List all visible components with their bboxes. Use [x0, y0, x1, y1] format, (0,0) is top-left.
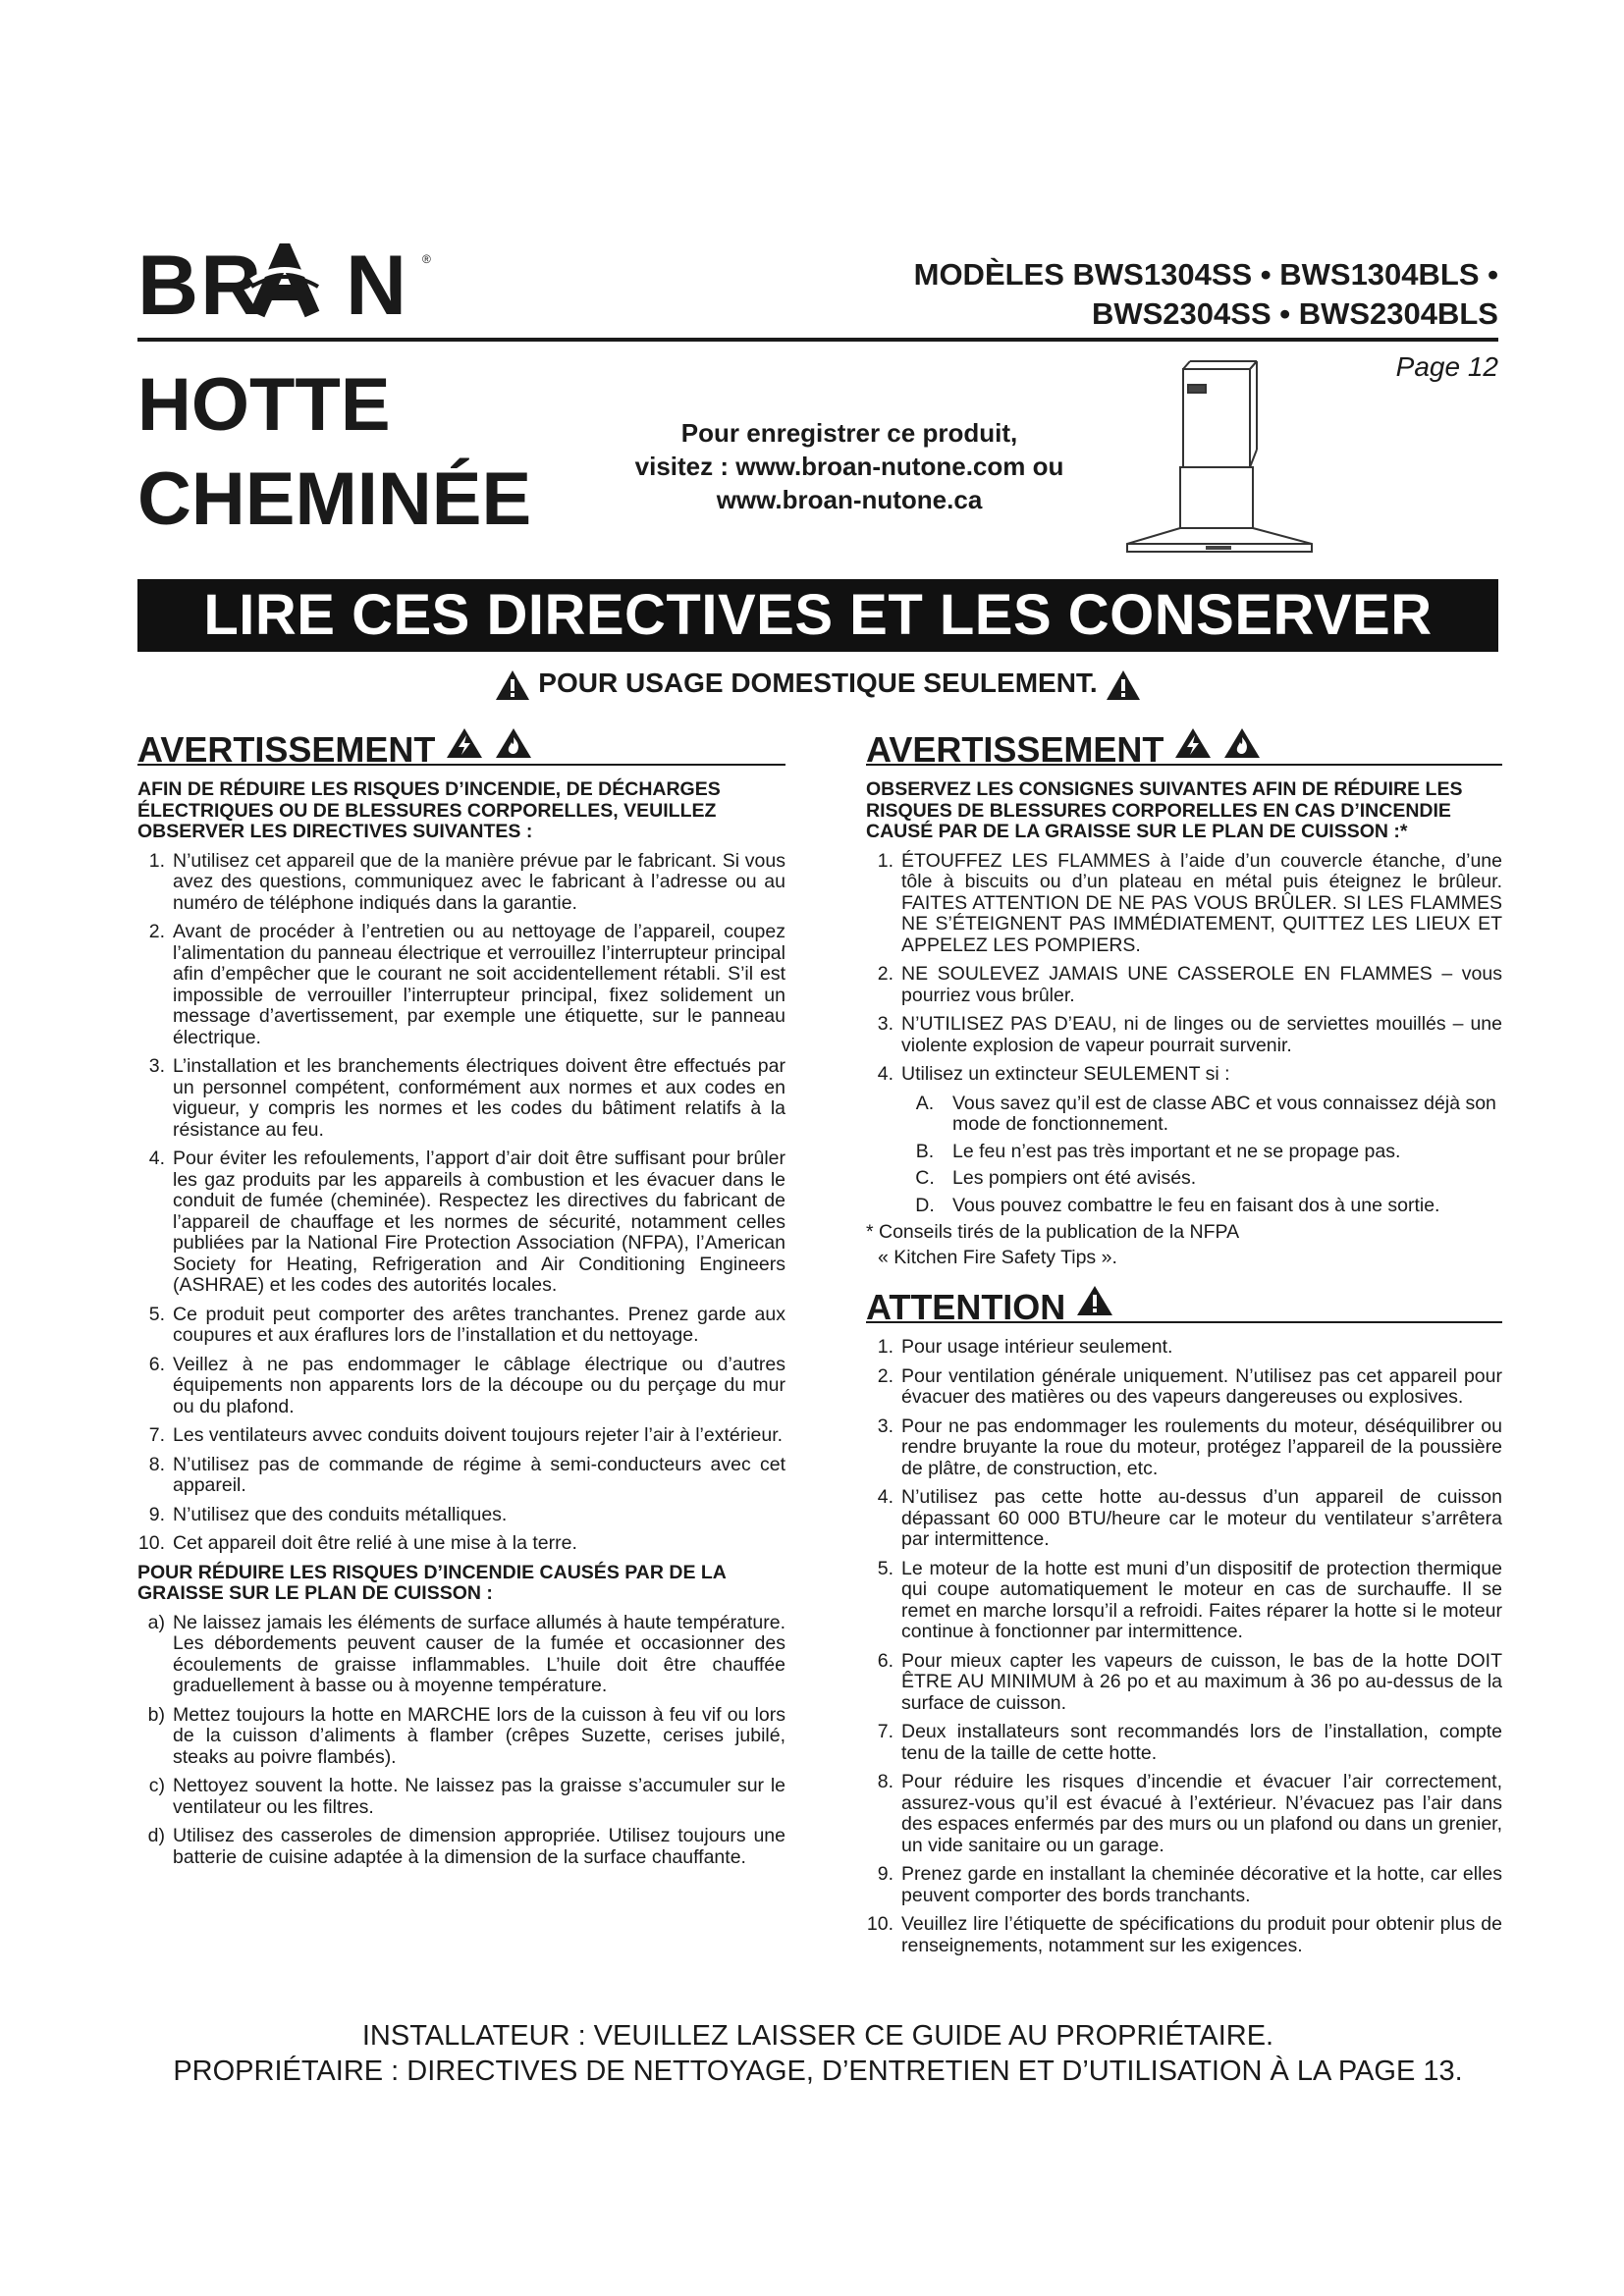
item-number: 9.	[148, 1503, 165, 1525]
list-item	[866, 1559, 1502, 1643]
item-text: Vous savez qu’il est de classe ABC et vous connaissez déjà son mode de fonctionnement.	[952, 1092, 1496, 1135]
header-rule	[137, 338, 1498, 342]
item-number: 7.	[148, 1424, 165, 1446]
left-safety-list	[137, 851, 785, 1555]
item-text: Deux installateurs sont recommandés lors de l’installation, compte tenu de la taille de cette hotte.	[901, 1721, 1502, 1764]
item-letter: D.	[915, 1194, 935, 1216]
item-number: 6.	[148, 1353, 165, 1375]
list-item	[137, 1355, 785, 1418]
item-letter: b)	[147, 1703, 165, 1726]
item-letter: c)	[148, 1775, 165, 1796]
models-line-1: MODÈLES BWS1304SS • BWS1304BLS •	[913, 257, 1498, 292]
footer-notice	[137, 2018, 1498, 2089]
list-item	[137, 1533, 785, 1555]
item-text: Ne laissez jamais les éléments de surface allumés à haute température. Les débordements peuvent causer de la fumée et occasionner des écoulements de graisse inflammables. L’huile doit être chauffée graduellement à basse ou à moyenne température.	[173, 1611, 785, 1696]
electric-shock-warning-icon	[1173, 726, 1213, 760]
item-number: 1.	[877, 1336, 893, 1358]
sub-item	[905, 1142, 1502, 1163]
item-text: Pour réduire les risques d’incendie et évacuer l’air correctement, assurez-vous qu’il est évacué à l’extérieur. N’évacuez pas l’air dans des espaces enfermés par des murs ou un plafond ou dans un grenier, un vide sanitaire ou un garage.	[901, 1771, 1502, 1856]
title-line-1: HOTTE	[137, 363, 391, 447]
item-number: 1.	[148, 849, 165, 872]
list-item	[866, 964, 1502, 1006]
left-heading-text: AVERTISSEMENT	[137, 728, 436, 770]
list-item	[137, 1056, 785, 1141]
list-item	[866, 1064, 1502, 1086]
list-item	[866, 1722, 1502, 1764]
list-item	[866, 1416, 1502, 1480]
item-text: Utilisez un extincteur SEULEMENT si :	[901, 1063, 1230, 1085]
item-text: Utilisez des casseroles de dimension appropriée. Utilisez toujours une batterie de cuisine adaptée à la dimension de la surface chauffante.	[173, 1825, 785, 1868]
item-text: N’utilisez pas de commande de régime à semi-conducteurs avec cet appareil.	[173, 1453, 785, 1496]
item-number: 10.	[137, 1532, 165, 1554]
registration-note	[619, 416, 1080, 516]
fire-warning-icon	[494, 726, 533, 760]
list-item	[866, 851, 1502, 957]
warning-icon	[1075, 1284, 1114, 1317]
item-number: 3.	[877, 1013, 893, 1035]
item-text: Nettoyez souvent la hotte. Ne laissez pas la graisse s’accumuler sur le ventilateur ou les filtres.	[173, 1775, 785, 1818]
item-number: 6.	[877, 1649, 893, 1672]
item-text: Pour usage intérieur seulement.	[901, 1336, 1173, 1358]
left-intro: AFIN DE RÉDUIRE LES RISQUES D’INCENDIE, DE DÉCHARGES ÉLECTRIQUES OU DE BLESSURES CORPORELLES, VEUILLEZ OBSERVER LES DIRECTIVES SUIVANTES :	[137, 778, 721, 842]
sub-item	[905, 1094, 1502, 1136]
footer-owner-line: PROPRIÉTAIRE : DIRECTIVES DE NETTOYAGE, D’ENTRETIEN ET D’UTILISATION À LA PAGE 13.	[173, 2056, 1463, 2087]
list-item	[866, 1772, 1502, 1856]
item-text: Les ventilateurs avvec conduits doivent toujours rejeter l’air à l’extérieur.	[173, 1424, 784, 1446]
item-text: Ce produit peut comporter des arêtes tranchantes. Prenez garde aux coupures et aux éraflures lors de l’installation et du nettoyage.	[173, 1303, 785, 1346]
item-letter: a)	[147, 1611, 165, 1633]
list-item	[137, 1455, 785, 1497]
item-number: 2.	[877, 1364, 893, 1387]
item-text: N’utilisez cet appareil que de la manière prévue par le fabricant. Si vous avez des questions, communiquez avec le fabricant à l’adresse ou au numéro de téléphone indiqués dans la garantie.	[173, 849, 785, 914]
attention-list	[866, 1337, 1502, 1956]
item-text: Cet appareil doit être relié à une mise à la terre.	[173, 1532, 577, 1554]
item-number: 2.	[877, 963, 893, 985]
register-line-1: Pour enregistrer ce produit,	[680, 418, 1018, 448]
footer-installer-line: INSTALLATEUR : VEUILLEZ LAISSER CE GUIDE AU PROPRIÉTAIRE.	[361, 2020, 1274, 2052]
item-number: 5.	[877, 1557, 893, 1579]
list-item	[866, 1366, 1502, 1409]
list-item	[137, 851, 785, 915]
right-warning-heading	[866, 726, 1502, 770]
left-warning-heading	[137, 726, 785, 770]
item-number: 8.	[877, 1771, 893, 1792]
right-heading-text: AVERTISSEMENT	[866, 728, 1164, 770]
right-column	[866, 726, 1502, 1964]
list-item	[137, 1305, 785, 1347]
item-text: L’installation et les branchements électriques doivent être effectués par un personnel compétent, conformément aux normes et aux codes en vigueur, y compris les normes et les codes du bâtiment relatifs à la résistance au feu.	[173, 1055, 785, 1141]
item-text: Les pompiers ont été avisés.	[952, 1167, 1197, 1189]
list-item	[137, 1776, 785, 1818]
list-item	[137, 922, 785, 1048]
item-number: 8.	[148, 1453, 165, 1475]
item-text: Pour éviter les refoulements, l’apport d’air doit être suffisant pour brûler les gaz produits par les appareils à combustion et les évacuer dans le conduit de fumée (cheminée). Respectez les directives du fabricant de l’appareil de chauffage et les normes de sécurité, notamment celles publiées par la National Fire Protection Association (NFPA), l’American Society for Heating, Refrigeration and Air Conditioning Engineers (ASHRAE) et les codes des autorités locales.	[173, 1148, 785, 1296]
domestic-use-notice	[137, 667, 1498, 702]
list-item	[866, 1337, 1502, 1359]
list-item	[137, 1505, 785, 1526]
item-text: N’utilisez pas cette hotte au-dessus d’un appareil de cuisson dépassant 60 000 BTU/heure car le moteur du ventilateur s’arrêtera par intermittence.	[901, 1486, 1502, 1550]
item-text: Veillez à ne pas endommager le câblage électrique ou d’autres équipements non apparents lors de la découpe ou du perçage du mur ou du plafond.	[173, 1353, 785, 1417]
item-text: N’UTILISEZ PAS D’EAU, ni de linges ou de serviettes mouillés – une violente explosion de vapeur pourrait survenir.	[901, 1013, 1502, 1056]
warning-icon	[494, 668, 531, 702]
list-item	[866, 1914, 1502, 1956]
document-title	[137, 358, 531, 547]
attention-heading-text: ATTENTION	[866, 1286, 1066, 1327]
nfpa-note-title: « Kitchen Fire Safety Tips ».	[878, 1246, 1117, 1268]
item-text: Pour mieux capter les vapeurs de cuisson, le bas de la hotte DOIT ÊTRE AU MINIMUM à 26 po et au maximum à 36 po au-dessus de la surface de cuisson.	[901, 1649, 1502, 1714]
warning-icon	[1105, 668, 1142, 702]
read-save-banner: LIRE CES DIRECTIVES ET LES CONSERVER	[137, 579, 1498, 652]
item-text: Pour ventilation générale uniquement. N’utilisez pas cet appareil pour évacuer des matières ou des vapeurs dangereuses ou explosives.	[901, 1364, 1502, 1408]
item-text: Mettez toujours la hotte en MARCHE lors de la cuisson à feu vif ou lors de la cuisson d’aliments à flamber (crêpes Suzette, cerises jubilé, steaks au poivre flambés).	[173, 1703, 785, 1768]
item-number: 9.	[877, 1863, 893, 1885]
sub-item	[905, 1168, 1502, 1190]
sub-item	[905, 1196, 1502, 1217]
item-text: Pour ne pas endommager les roulements du moteur, déséquilibrer ou rendre bruyante la roue du moteur, protégez l’appareil de la poussière de plâtre, de construction, etc.	[901, 1415, 1502, 1479]
item-text: Le moteur de la hotte est muni d’un dispositif de protection thermique qui coupe automatiquement le moteur en cas de surchauffe. Il se remet en marche lorsqu’il a refroidi. Faites réparer la hotte si le moteur continue à fonctionner par intermittence.	[901, 1557, 1502, 1642]
fire-warning-icon	[1222, 726, 1262, 760]
list-item	[866, 1651, 1502, 1715]
list-item	[137, 1425, 785, 1447]
grease-fire-safety-list	[866, 851, 1502, 1086]
nfpa-note: * Conseils tirés de la publication de la NFPA	[866, 1221, 1240, 1243]
item-text: NE SOULEVEZ JAMAIS UNE CASSEROLE EN FLAMMES – vous pourriez vous brûler.	[901, 963, 1502, 1006]
list-item	[137, 1705, 785, 1769]
svg-text:N: N	[346, 243, 409, 326]
item-number: 3.	[148, 1055, 165, 1077]
svg-text:®: ®	[422, 252, 431, 266]
chimney-hood-illustration	[1119, 359, 1326, 565]
broan-logo	[137, 243, 476, 326]
item-text: Le feu n’est pas très important et ne se propage pas.	[952, 1140, 1401, 1162]
svg-text:BR: BR	[137, 243, 264, 326]
item-text: Veuillez lire l’étiquette de spécifications du produit pour obtenir plus de renseignements, notamment sur les exigences.	[901, 1913, 1502, 1956]
list-item	[866, 1864, 1502, 1906]
item-number: 5.	[148, 1303, 165, 1325]
item-number: 1.	[877, 849, 893, 872]
list-item	[866, 1487, 1502, 1551]
models-line-2: BWS2304SS • BWS2304BLS	[1091, 296, 1498, 331]
item-number: 4.	[877, 1486, 893, 1508]
right-intro: OBSERVEZ LES CONSIGNES SUIVANTES AFIN DE RÉDUIRE LES RISQUES DE BLESSURES CORPORELLES EN CAS D’INCENDIE CAUSÉ PAR DE LA GRAISSE SUR LE PLAN DE CUISSON :*	[866, 778, 1463, 842]
domestic-text: POUR USAGE DOMESTIQUE SEULEMENT.	[538, 667, 1098, 698]
grease-fire-list	[137, 1613, 785, 1869]
item-number: 4.	[877, 1063, 893, 1085]
item-text: ÉTOUFFEZ LES FLAMMES à l’aide d’un couvercle étanche, d’une tôle à biscuits ou d’un plateau en métal puis éteignez le brûleur. FAITES ATTENTION DE NE PAS VOUS BRÛLER. SI LES FLAMMES NE S’ÉTEIGNENT PAS IMMÉDIATEMENT, QUITTEZ LES LIEUX ET APPELEZ LES POMPIERS.	[901, 849, 1502, 956]
register-line-3: www.broan-nutone.ca	[716, 485, 983, 514]
item-number: 2.	[148, 921, 165, 942]
register-line-2: visitez : www.broan-nutone.com ou	[634, 452, 1064, 481]
item-letter: A.	[915, 1092, 935, 1114]
grease-fire-heading: POUR RÉDUIRE LES RISQUES D’INCENDIE CAUSÉS PAR DE LA GRAISSE SUR LE PLAN DE CUISSON :	[137, 1561, 727, 1604]
left-column	[137, 726, 785, 1876]
item-text: Vous pouvez combattre le feu en faisant dos à une sortie.	[952, 1194, 1440, 1216]
page-number: Page 12	[1395, 351, 1498, 382]
list-item	[137, 1148, 785, 1297]
item-number: 7.	[877, 1721, 893, 1742]
item-letter: B.	[915, 1140, 935, 1162]
electric-shock-warning-icon	[445, 726, 484, 760]
item-number: 10.	[866, 1913, 893, 1935]
title-line-2: CHEMINÉE	[137, 457, 532, 541]
item-text: Prenez garde en installant la cheminée décorative et la hotte, car elles peuvent comporter des bords tranchants.	[901, 1863, 1502, 1906]
list-item	[137, 1613, 785, 1697]
list-item	[866, 1014, 1502, 1056]
item-number: 4.	[148, 1148, 165, 1169]
item-number: 3.	[877, 1415, 893, 1437]
item-letter: d)	[147, 1825, 165, 1846]
item-text: Avant de procéder à l’entretien ou au nettoyage de l’appareil, coupez l’alimentation du panneau électrique et verrouillez l’interrupteur principal afin d’empêcher que le courant ne soit accidentellement rétabli. S’il est impossible de verrouiller l’interrupteur principal, fixez solidement un message d’avertissement, par exemple une étiquette, sur le panneau électrique.	[173, 921, 785, 1048]
attention-heading	[866, 1284, 1502, 1327]
item-letter: C.	[915, 1167, 935, 1189]
item-text: N’utilisez que des conduits métalliques.	[173, 1503, 508, 1525]
list-item	[137, 1826, 785, 1868]
model-numbers	[914, 255, 1498, 334]
